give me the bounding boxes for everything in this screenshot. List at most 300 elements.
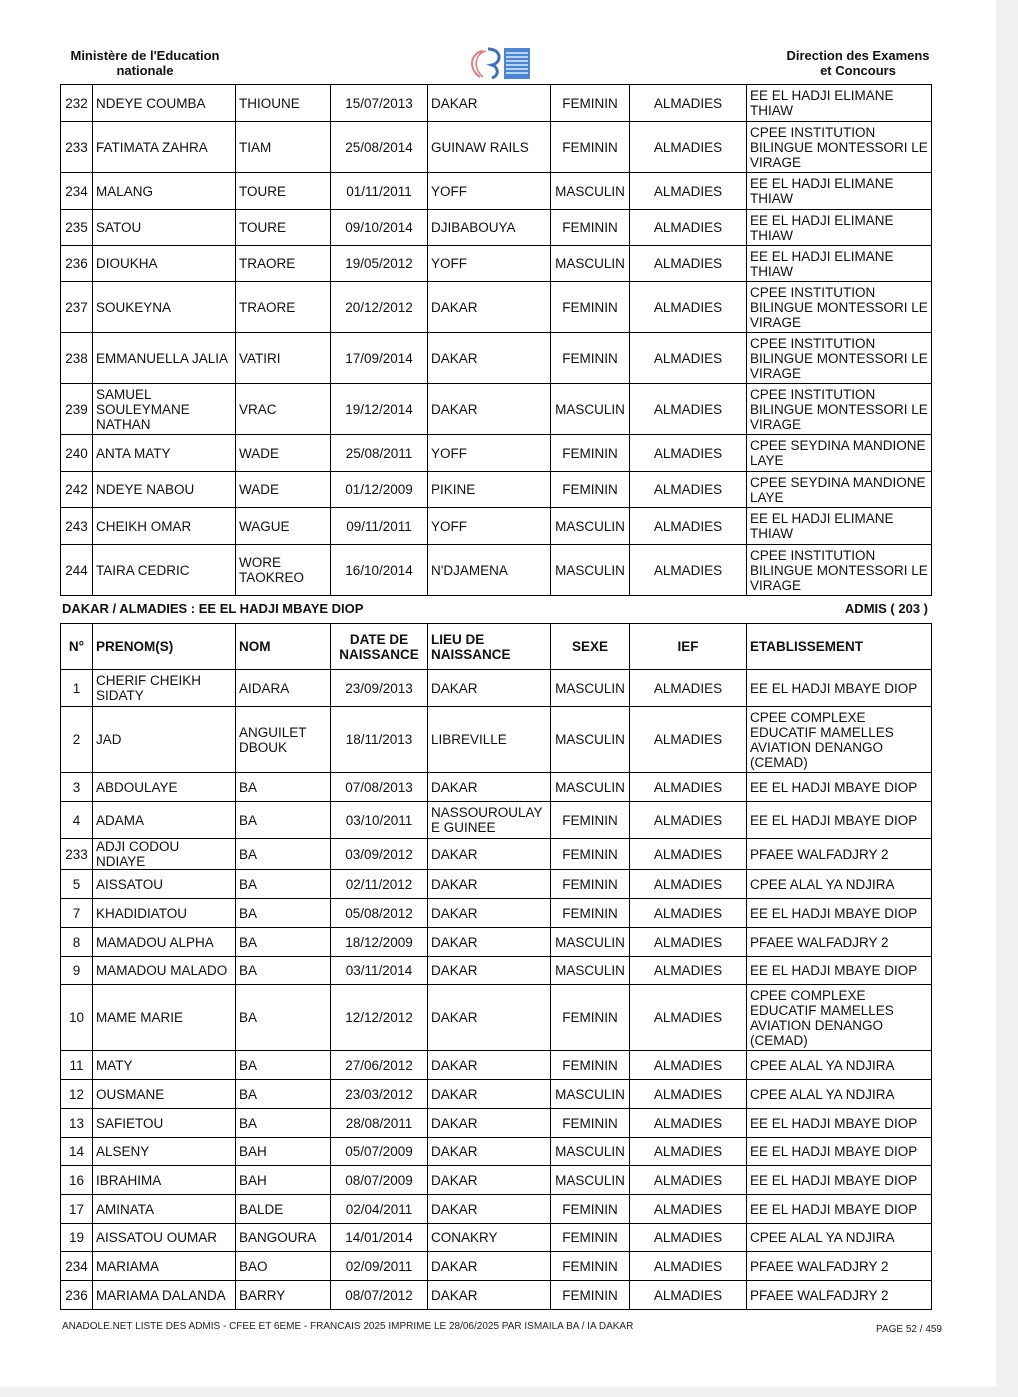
cell-ief: ALMADIES bbox=[630, 1138, 747, 1166]
cell-date-naissance: 05/07/2009 bbox=[331, 1138, 428, 1166]
table-row bbox=[61, 870, 932, 899]
cell-lieu-naissance: DAKAR bbox=[428, 839, 551, 870]
cell-etablissement: CPEE ALAL YA NDJIRA bbox=[747, 1051, 932, 1080]
col-header-prenom: PRENOM(S) bbox=[93, 624, 236, 670]
cell-prenom: MAME MARIE bbox=[93, 985, 236, 1051]
cell-prenom: DIOUKHA bbox=[93, 246, 236, 282]
cell-sexe: FEMININ bbox=[551, 1109, 630, 1138]
cell-date-naissance: 19/05/2012 bbox=[331, 246, 428, 282]
cell-sexe: FEMININ bbox=[551, 85, 630, 122]
cell-etablissement: CPEE SEYDINA MANDIONE LAYE bbox=[747, 472, 932, 508]
table-row bbox=[61, 282, 932, 333]
cell-date-naissance: 28/08/2011 bbox=[331, 1109, 428, 1138]
cell-lieu-naissance: N'DJAMENA bbox=[428, 545, 551, 596]
cell-prenom: MARIAMA bbox=[93, 1252, 236, 1281]
page-footer bbox=[62, 1321, 942, 1335]
cell-nom: BA bbox=[236, 773, 331, 802]
cell-sexe: FEMININ bbox=[551, 1281, 630, 1310]
col-header-etablissement: ETABLISSEMENT bbox=[747, 624, 932, 670]
cell-prenom: IBRAHIMA bbox=[93, 1166, 236, 1195]
col-header-lieu bbox=[428, 624, 551, 670]
table-row bbox=[61, 1224, 932, 1252]
table-row bbox=[61, 333, 932, 384]
cell-number: 244 bbox=[61, 545, 93, 596]
cell-ief: ALMADIES bbox=[630, 928, 747, 957]
cell-date-naissance: 08/07/2009 bbox=[331, 1166, 428, 1195]
cell-date-naissance: 01/12/2009 bbox=[331, 472, 428, 508]
admis-table-previous bbox=[60, 84, 932, 596]
cell-prenom: SAFIETOU bbox=[93, 1109, 236, 1138]
cell-lieu-naissance: YOFF bbox=[428, 435, 551, 472]
cell-nom: TRAORE bbox=[236, 246, 331, 282]
cell-etablissement: EE EL HADJI ELIMANE THIAW bbox=[747, 508, 932, 545]
section-title: DAKAR / ALMADIES : EE EL HADJI MBAYE DIOP bbox=[62, 601, 364, 616]
table-row bbox=[61, 1109, 932, 1138]
cell-ief: ALMADIES bbox=[630, 1080, 747, 1109]
table-row bbox=[61, 508, 932, 545]
cell-ief: ALMADIES bbox=[630, 122, 747, 173]
table-row bbox=[61, 1166, 932, 1195]
cell-prenom: MAMADOU ALPHA bbox=[93, 928, 236, 957]
cell-date-naissance: 25/08/2014 bbox=[331, 122, 428, 173]
admis-table bbox=[60, 623, 932, 1310]
cell-date-naissance: 02/04/2011 bbox=[331, 1195, 428, 1224]
cell-prenom: OUSMANE bbox=[93, 1080, 236, 1109]
cell-lieu-naissance: DAKAR bbox=[428, 1252, 551, 1281]
cell-number: 242 bbox=[61, 472, 93, 508]
cell-etablissement: EE EL HADJI ELIMANE THIAW bbox=[747, 85, 932, 122]
cell-lieu-naissance: YOFF bbox=[428, 246, 551, 282]
cell-lieu-naissance: DAKAR bbox=[428, 957, 551, 985]
cell-number: 8 bbox=[61, 928, 93, 957]
cell-ief: ALMADIES bbox=[630, 282, 747, 333]
page-number: PAGE 52 / 459 bbox=[876, 1324, 942, 1335]
cell-etablissement: EE EL HADJI MBAYE DIOP bbox=[747, 899, 932, 928]
cell-sexe: FEMININ bbox=[551, 985, 630, 1051]
cell-sexe: MASCULIN bbox=[551, 545, 630, 596]
cell-etablissement: CPEE INSTITUTION BILINGUE MONTESSORI LE VIRAGE bbox=[747, 545, 932, 596]
cell-etablissement: EE EL HADJI MBAYE DIOP bbox=[747, 1166, 932, 1195]
cell-sexe: FEMININ bbox=[551, 210, 630, 246]
cell-nom: BA bbox=[236, 870, 331, 899]
cell-ief: ALMADIES bbox=[630, 1281, 747, 1310]
table-row bbox=[61, 384, 932, 435]
direction-header bbox=[770, 48, 946, 78]
cell-lieu-naissance: LIBREVILLE bbox=[428, 707, 551, 773]
cell-nom: BAO bbox=[236, 1252, 331, 1281]
direction-line-1: Direction des Examens bbox=[786, 48, 930, 63]
col-header-date bbox=[331, 624, 428, 670]
cell-etablissement: CPEE COMPLEXE EDUCATIF MAMELLES AVIATION DENANGO (CEMAD) bbox=[747, 985, 932, 1051]
cell-nom: WADE bbox=[236, 472, 331, 508]
cell-lieu-naissance: YOFF bbox=[428, 508, 551, 545]
cell-sexe: FEMININ bbox=[551, 282, 630, 333]
cell-prenom: AISSATOU bbox=[93, 870, 236, 899]
table-row bbox=[61, 1138, 932, 1166]
col-header-n: N° bbox=[61, 624, 93, 670]
cell-etablissement: EE EL HADJI MBAYE DIOP bbox=[747, 957, 932, 985]
cell-date-naissance: 27/06/2012 bbox=[331, 1051, 428, 1080]
cell-etablissement: EE EL HADJI MBAYE DIOP bbox=[747, 802, 932, 839]
cell-date-naissance: 09/10/2014 bbox=[331, 210, 428, 246]
table-row bbox=[61, 839, 932, 870]
cell-ief: ALMADIES bbox=[630, 1252, 747, 1281]
cell-number: 14 bbox=[61, 1138, 93, 1166]
cell-sexe: FEMININ bbox=[551, 870, 630, 899]
cell-date-naissance: 20/12/2012 bbox=[331, 282, 428, 333]
cell-nom: TOURE bbox=[236, 210, 331, 246]
cell-nom: BA bbox=[236, 985, 331, 1051]
cell-sexe: MASCULIN bbox=[551, 957, 630, 985]
cell-date-naissance: 07/08/2013 bbox=[331, 773, 428, 802]
cell-nom: VATIRI bbox=[236, 333, 331, 384]
cell-number: 240 bbox=[61, 435, 93, 472]
table-row bbox=[61, 985, 932, 1051]
cell-prenom: MARIAMA DALANDA bbox=[93, 1281, 236, 1310]
table-row bbox=[61, 122, 932, 173]
cell-nom: BA bbox=[236, 1080, 331, 1109]
cell-etablissement: EE EL HADJI ELIMANE THIAW bbox=[747, 173, 932, 210]
cell-sexe: MASCULIN bbox=[551, 707, 630, 773]
cell-sexe: FEMININ bbox=[551, 899, 630, 928]
cell-number: 237 bbox=[61, 282, 93, 333]
cell-nom: BA bbox=[236, 802, 331, 839]
cell-number: 236 bbox=[61, 1281, 93, 1310]
cell-nom: TOURE bbox=[236, 173, 331, 210]
table-row bbox=[61, 773, 932, 802]
cell-etablissement: CPEE COMPLEXE EDUCATIF MAMELLES AVIATION DENANGO (CEMAD) bbox=[747, 707, 932, 773]
cell-number: 17 bbox=[61, 1195, 93, 1224]
cell-lieu-naissance: DAKAR bbox=[428, 1051, 551, 1080]
cell-sexe: FEMININ bbox=[551, 839, 630, 870]
table-row bbox=[61, 246, 932, 282]
cell-ief: ALMADIES bbox=[630, 1109, 747, 1138]
cell-sexe: MASCULIN bbox=[551, 1138, 630, 1166]
cell-ief: ALMADIES bbox=[630, 1166, 747, 1195]
cell-sexe: FEMININ bbox=[551, 1195, 630, 1224]
cell-sexe: MASCULIN bbox=[551, 670, 630, 707]
table-row bbox=[61, 472, 932, 508]
col-header-date-line-2: NAISSANCE bbox=[339, 646, 419, 662]
table-row bbox=[61, 545, 932, 596]
cell-etablissement: CPEE SEYDINA MANDIONE LAYE bbox=[747, 435, 932, 472]
cell-number: 236 bbox=[61, 246, 93, 282]
col-header-lieu-line-1: LIEU DE bbox=[431, 631, 485, 647]
cell-lieu-naissance: PIKINE bbox=[428, 472, 551, 508]
cell-ief: ALMADIES bbox=[630, 773, 747, 802]
cell-date-naissance: 15/07/2013 bbox=[331, 85, 428, 122]
cell-date-naissance: 08/07/2012 bbox=[331, 1281, 428, 1310]
cell-number: 9 bbox=[61, 957, 93, 985]
cell-prenom: SOUKEYNA bbox=[93, 282, 236, 333]
ministry-header bbox=[60, 48, 230, 78]
cell-lieu-naissance: CONAKRY bbox=[428, 1224, 551, 1252]
cell-lieu-naissance: DAKAR bbox=[428, 928, 551, 957]
cell-lieu-naissance: DAKAR bbox=[428, 1109, 551, 1138]
cell-sexe: FEMININ bbox=[551, 472, 630, 508]
cell-etablissement: CPEE ALAL YA NDJIRA bbox=[747, 1224, 932, 1252]
cell-prenom: AISSATOU OUMAR bbox=[93, 1224, 236, 1252]
cell-ief: ALMADIES bbox=[630, 472, 747, 508]
cell-nom: BA bbox=[236, 1051, 331, 1080]
cell-etablissement: CPEE ALAL YA NDJIRA bbox=[747, 870, 932, 899]
cell-prenom: MALANG bbox=[93, 173, 236, 210]
cell-sexe: FEMININ bbox=[551, 122, 630, 173]
cell-number: 234 bbox=[61, 173, 93, 210]
cell-sexe: FEMININ bbox=[551, 802, 630, 839]
cell-etablissement: PFAEE WALFADJRY 2 bbox=[747, 1281, 932, 1310]
cell-prenom: NDEYE NABOU bbox=[93, 472, 236, 508]
direction-line-2: et Concours bbox=[820, 63, 896, 78]
cell-prenom: ALSENY bbox=[93, 1138, 236, 1166]
cell-date-naissance: 03/10/2011 bbox=[331, 802, 428, 839]
cell-number: 12 bbox=[61, 1080, 93, 1109]
cell-nom: TIAM bbox=[236, 122, 331, 173]
cell-nom: BA bbox=[236, 839, 331, 870]
table-header-row bbox=[61, 624, 932, 670]
cell-ief: ALMADIES bbox=[630, 508, 747, 545]
cell-etablissement: EE EL HADJI MBAYE DIOP bbox=[747, 1138, 932, 1166]
table-row bbox=[61, 85, 932, 122]
cell-etablissement: EE EL HADJI MBAYE DIOP bbox=[747, 1195, 932, 1224]
cell-sexe: MASCULIN bbox=[551, 928, 630, 957]
cell-number: 11 bbox=[61, 1051, 93, 1080]
cell-ief: ALMADIES bbox=[630, 1224, 747, 1252]
cell-number: 235 bbox=[61, 210, 93, 246]
cell-sexe: MASCULIN bbox=[551, 508, 630, 545]
cell-ief: ALMADIES bbox=[630, 839, 747, 870]
cell-nom: BAH bbox=[236, 1166, 331, 1195]
cell-etablissement: PFAEE WALFADJRY 2 bbox=[747, 839, 932, 870]
cell-nom: BA bbox=[236, 928, 331, 957]
cell-date-naissance: 23/03/2012 bbox=[331, 1080, 428, 1109]
cell-ief: ALMADIES bbox=[630, 1195, 747, 1224]
cell-ief: ALMADIES bbox=[630, 670, 747, 707]
cell-lieu-naissance: DAKAR bbox=[428, 899, 551, 928]
cell-prenom: FATIMATA ZAHRA bbox=[93, 122, 236, 173]
cell-number: 243 bbox=[61, 508, 93, 545]
cell-number: 238 bbox=[61, 333, 93, 384]
cell-date-naissance: 17/09/2014 bbox=[331, 333, 428, 384]
cell-lieu-naissance: DAKAR bbox=[428, 1138, 551, 1166]
cell-number: 232 bbox=[61, 85, 93, 122]
col-header-nom: NOM bbox=[236, 624, 331, 670]
cell-etablissement: CPEE INSTITUTION BILINGUE MONTESSORI LE VIRAGE bbox=[747, 122, 932, 173]
cell-ief: ALMADIES bbox=[630, 1051, 747, 1080]
cell-nom: WAGUE bbox=[236, 508, 331, 545]
cell-prenom: SATOU bbox=[93, 210, 236, 246]
cell-number: 3 bbox=[61, 773, 93, 802]
cell-sexe: MASCULIN bbox=[551, 773, 630, 802]
cell-nom: BALDE bbox=[236, 1195, 331, 1224]
cell-lieu-naissance: DAKAR bbox=[428, 773, 551, 802]
cell-ief: ALMADIES bbox=[630, 210, 747, 246]
cell-lieu-naissance: YOFF bbox=[428, 173, 551, 210]
cell-number: 1 bbox=[61, 670, 93, 707]
cell-ief: ALMADIES bbox=[630, 545, 747, 596]
cell-prenom: JAD bbox=[93, 707, 236, 773]
cell-nom: AIDARA bbox=[236, 670, 331, 707]
cell-lieu-naissance: DAKAR bbox=[428, 670, 551, 707]
cell-ief: ALMADIES bbox=[630, 85, 747, 122]
cell-date-naissance: 12/12/2012 bbox=[331, 985, 428, 1051]
cell-date-naissance: 19/12/2014 bbox=[331, 384, 428, 435]
cell-etablissement: CPEE INSTITUTION BILINGUE MONTESSORI LE VIRAGE bbox=[747, 282, 932, 333]
cell-number: 10 bbox=[61, 985, 93, 1051]
cell-etablissement: EE EL HADJI MBAYE DIOP bbox=[747, 670, 932, 707]
cell-prenom: CHEIKH OMAR bbox=[93, 508, 236, 545]
cell-date-naissance: 05/08/2012 bbox=[331, 899, 428, 928]
table-row bbox=[61, 1080, 932, 1109]
table-row bbox=[61, 928, 932, 957]
ministry-line-1: Ministère de l'Education bbox=[70, 48, 220, 63]
cell-number: 239 bbox=[61, 384, 93, 435]
cell-number: 13 bbox=[61, 1109, 93, 1138]
cell-ief: ALMADIES bbox=[630, 707, 747, 773]
cell-nom: BA bbox=[236, 957, 331, 985]
cell-date-naissance: 09/11/2011 bbox=[331, 508, 428, 545]
cell-ief: ALMADIES bbox=[630, 802, 747, 839]
cell-etablissement: PFAEE WALFADJRY 2 bbox=[747, 928, 932, 957]
cell-prenom: AMINATA bbox=[93, 1195, 236, 1224]
table-row bbox=[61, 210, 932, 246]
cell-date-naissance: 23/09/2013 bbox=[331, 670, 428, 707]
cell-etablissement: CPEE ALAL YA NDJIRA bbox=[747, 1080, 932, 1109]
cell-ief: ALMADIES bbox=[630, 173, 747, 210]
cell-prenom: CHERIF CHEIKH SIDATY bbox=[93, 670, 236, 707]
cell-sexe: MASCULIN bbox=[551, 1080, 630, 1109]
ministry-logo-icon bbox=[462, 45, 534, 81]
table-row bbox=[61, 707, 932, 773]
cell-lieu-naissance: DAKAR bbox=[428, 384, 551, 435]
cell-nom: THIOUNE bbox=[236, 85, 331, 122]
col-header-sexe: SEXE bbox=[551, 624, 630, 670]
table-row bbox=[61, 1281, 932, 1310]
cell-etablissement: EE EL HADJI MBAYE DIOP bbox=[747, 773, 932, 802]
cell-nom: WORE TAOKREO bbox=[236, 545, 331, 596]
col-header-lieu-line-2: NAISSANCE bbox=[431, 646, 511, 662]
cell-sexe: FEMININ bbox=[551, 1224, 630, 1252]
cell-etablissement: CPEE INSTITUTION BILINGUE MONTESSORI LE VIRAGE bbox=[747, 333, 932, 384]
cell-number: 19 bbox=[61, 1224, 93, 1252]
table-row bbox=[61, 435, 932, 472]
cell-lieu-naissance: DAKAR bbox=[428, 282, 551, 333]
col-header-date-line-1: DATE DE bbox=[349, 631, 409, 647]
cell-etablissement: EE EL HADJI ELIMANE THIAW bbox=[747, 210, 932, 246]
cell-lieu-naissance: DAKAR bbox=[428, 85, 551, 122]
cell-date-naissance: 18/12/2009 bbox=[331, 928, 428, 957]
admis-count: ADMIS ( 203 ) bbox=[844, 601, 928, 616]
cell-date-naissance: 03/09/2012 bbox=[331, 839, 428, 870]
cell-lieu-naissance: DAKAR bbox=[428, 1166, 551, 1195]
cell-lieu-naissance: DJIBABOUYA bbox=[428, 210, 551, 246]
cell-ief: ALMADIES bbox=[630, 870, 747, 899]
table-row bbox=[61, 957, 932, 985]
cell-ief: ALMADIES bbox=[630, 333, 747, 384]
col-header-ief: IEF bbox=[630, 624, 747, 670]
cell-nom: VRAC bbox=[236, 384, 331, 435]
cell-ief: ALMADIES bbox=[630, 957, 747, 985]
cell-date-naissance: 25/08/2011 bbox=[331, 435, 428, 472]
table-row bbox=[61, 1051, 932, 1080]
cell-number: 7 bbox=[61, 899, 93, 928]
cell-lieu-naissance: GUINAW RAILS bbox=[428, 122, 551, 173]
cell-prenom: ANTA MATY bbox=[93, 435, 236, 472]
table-row bbox=[61, 899, 932, 928]
cell-date-naissance: 03/11/2014 bbox=[331, 957, 428, 985]
cell-sexe: FEMININ bbox=[551, 1252, 630, 1281]
cell-sexe: MASCULIN bbox=[551, 384, 630, 435]
cell-date-naissance: 18/11/2013 bbox=[331, 707, 428, 773]
cell-nom: ANGUILET DBOUK bbox=[236, 707, 331, 773]
cell-ief: ALMADIES bbox=[630, 246, 747, 282]
cell-etablissement: PFAEE WALFADJRY 2 bbox=[747, 1252, 932, 1281]
cell-ief: ALMADIES bbox=[630, 384, 747, 435]
cell-ief: ALMADIES bbox=[630, 899, 747, 928]
cell-date-naissance: 01/11/2011 bbox=[331, 173, 428, 210]
cell-lieu-naissance: DAKAR bbox=[428, 1195, 551, 1224]
cell-number: 233 bbox=[61, 839, 93, 870]
cell-nom: BANGOURA bbox=[236, 1224, 331, 1252]
cell-nom: BA bbox=[236, 1109, 331, 1138]
cell-prenom: TAIRA CEDRIC bbox=[93, 545, 236, 596]
cell-nom: BARRY bbox=[236, 1281, 331, 1310]
cell-number: 16 bbox=[61, 1166, 93, 1195]
cell-lieu-naissance: DAKAR bbox=[428, 985, 551, 1051]
footer-text: ANADOLE.NET LISTE DES ADMIS - CFEE ET 6EME - FRANCAIS 2025 IMPRIME LE 28/06/2025 PAR ISMAILA BA / IA DAKAR bbox=[62, 1321, 634, 1332]
cell-prenom: ADJI CODOU NDIAYE bbox=[93, 839, 236, 870]
cell-etablissement: CPEE INSTITUTION BILINGUE MONTESSORI LE VIRAGE bbox=[747, 384, 932, 435]
cell-prenom: MAMADOU MALADO bbox=[93, 957, 236, 985]
cell-prenom: KHADIDIATOU bbox=[93, 899, 236, 928]
cell-date-naissance: 16/10/2014 bbox=[331, 545, 428, 596]
cell-lieu-naissance: DAKAR bbox=[428, 1080, 551, 1109]
ministry-line-2: nationale bbox=[116, 63, 174, 78]
table-row bbox=[61, 173, 932, 210]
section-heading bbox=[62, 601, 928, 617]
cell-sexe: FEMININ bbox=[551, 1051, 630, 1080]
table-row bbox=[61, 670, 932, 707]
cell-nom: WADE bbox=[236, 435, 331, 472]
cell-prenom: EMMANUELLA JALIA bbox=[93, 333, 236, 384]
cell-nom: BAH bbox=[236, 1138, 331, 1166]
table-row bbox=[61, 1252, 932, 1281]
cell-lieu-naissance: DAKAR bbox=[428, 333, 551, 384]
cell-prenom: MATY bbox=[93, 1051, 236, 1080]
cell-sexe: MASCULIN bbox=[551, 173, 630, 210]
cell-ief: ALMADIES bbox=[630, 985, 747, 1051]
cell-sexe: MASCULIN bbox=[551, 246, 630, 282]
cell-sexe: MASCULIN bbox=[551, 1166, 630, 1195]
cell-lieu-naissance: DAKAR bbox=[428, 870, 551, 899]
cell-date-naissance: 14/01/2014 bbox=[331, 1224, 428, 1252]
cell-number: 233 bbox=[61, 122, 93, 173]
cell-date-naissance: 02/11/2012 bbox=[331, 870, 428, 899]
table-row bbox=[61, 802, 932, 839]
cell-lieu-naissance: NASSOUROULAY E GUINEE bbox=[428, 802, 551, 839]
cell-number: 2 bbox=[61, 707, 93, 773]
cell-date-naissance: 02/09/2011 bbox=[331, 1252, 428, 1281]
cell-nom: TRAORE bbox=[236, 282, 331, 333]
cell-lieu-naissance: DAKAR bbox=[428, 1281, 551, 1310]
cell-sexe: FEMININ bbox=[551, 333, 630, 384]
cell-prenom: SAMUEL SOULEYMANE NATHAN bbox=[93, 384, 236, 435]
cell-prenom: ADAMA bbox=[93, 802, 236, 839]
cell-prenom: ABDOULAYE bbox=[93, 773, 236, 802]
cell-ief: ALMADIES bbox=[630, 435, 747, 472]
cell-number: 4 bbox=[61, 802, 93, 839]
cell-number: 234 bbox=[61, 1252, 93, 1281]
